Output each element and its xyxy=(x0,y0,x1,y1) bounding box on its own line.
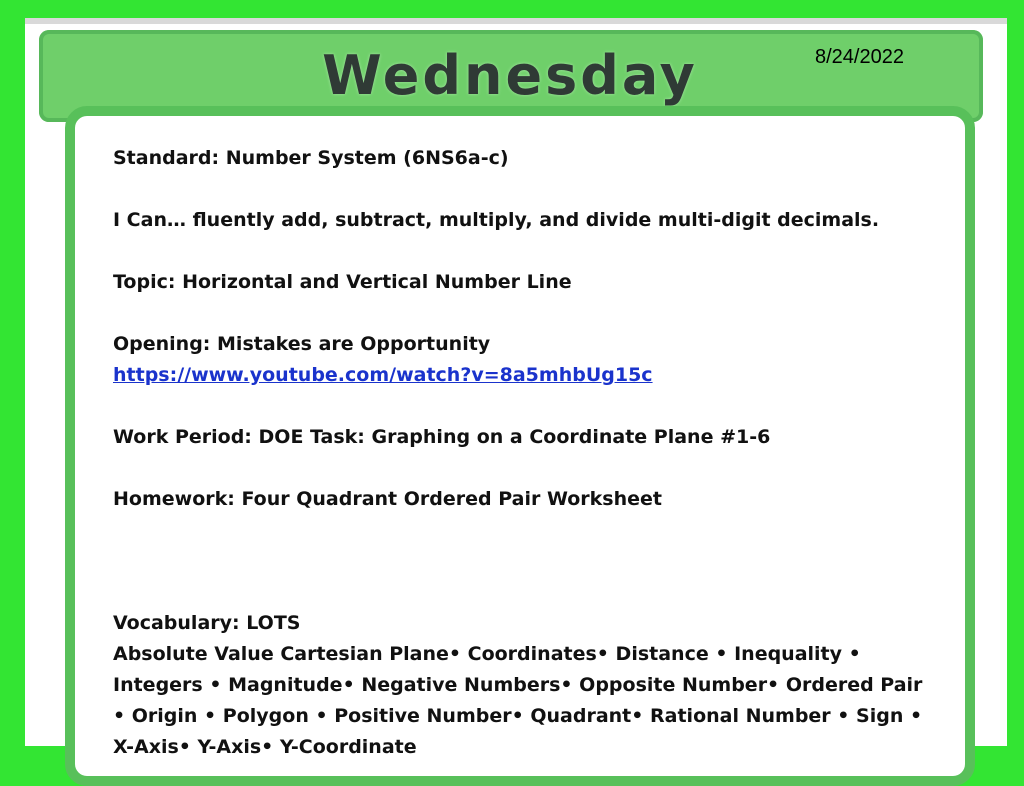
slide xyxy=(25,18,1007,758)
topic-line: Topic: Horizontal and Vertical Number Line xyxy=(113,271,572,293)
vocabulary-heading: Vocabulary: LOTS xyxy=(113,612,301,634)
i-can-line: I Can… fluently add, subtract, multiply, and divide multi-digit decimals. xyxy=(113,209,880,231)
vocabulary-line-4: X-Axis• Y-Axis• Y-Coordinate xyxy=(113,736,417,758)
opening-line: Opening: Mistakes are Opportunity xyxy=(113,333,491,355)
content-body xyxy=(113,143,943,763)
homework-line: Homework: Four Quadrant Ordered Pair Worksheet xyxy=(113,488,662,510)
slide-date: 8/24/2022 xyxy=(815,46,904,68)
work-period-line: Work Period: DOE Task: Graphing on a Coordinate Plane #1-6 xyxy=(113,426,771,448)
top-divider xyxy=(25,18,1007,24)
slide-title: Wednesday xyxy=(322,43,698,107)
vocabulary-line-1: Absolute Value Cartesian Plane• Coordinates• Distance • Inequality • xyxy=(113,643,861,665)
vocabulary-line-2: Integers • Magnitude• Negative Numbers• Opposite Number• Ordered Pair xyxy=(113,674,923,696)
opening-video-link[interactable]: https://www.youtube.com/watch?v=8a5mhbUg15c xyxy=(113,364,653,386)
standard-line: Standard: Number System (6NS6a-c) xyxy=(113,147,509,169)
vocabulary-line-3: • Origin • Polygon • Positive Number• Quadrant• Rational Number • Sign • xyxy=(113,705,923,727)
